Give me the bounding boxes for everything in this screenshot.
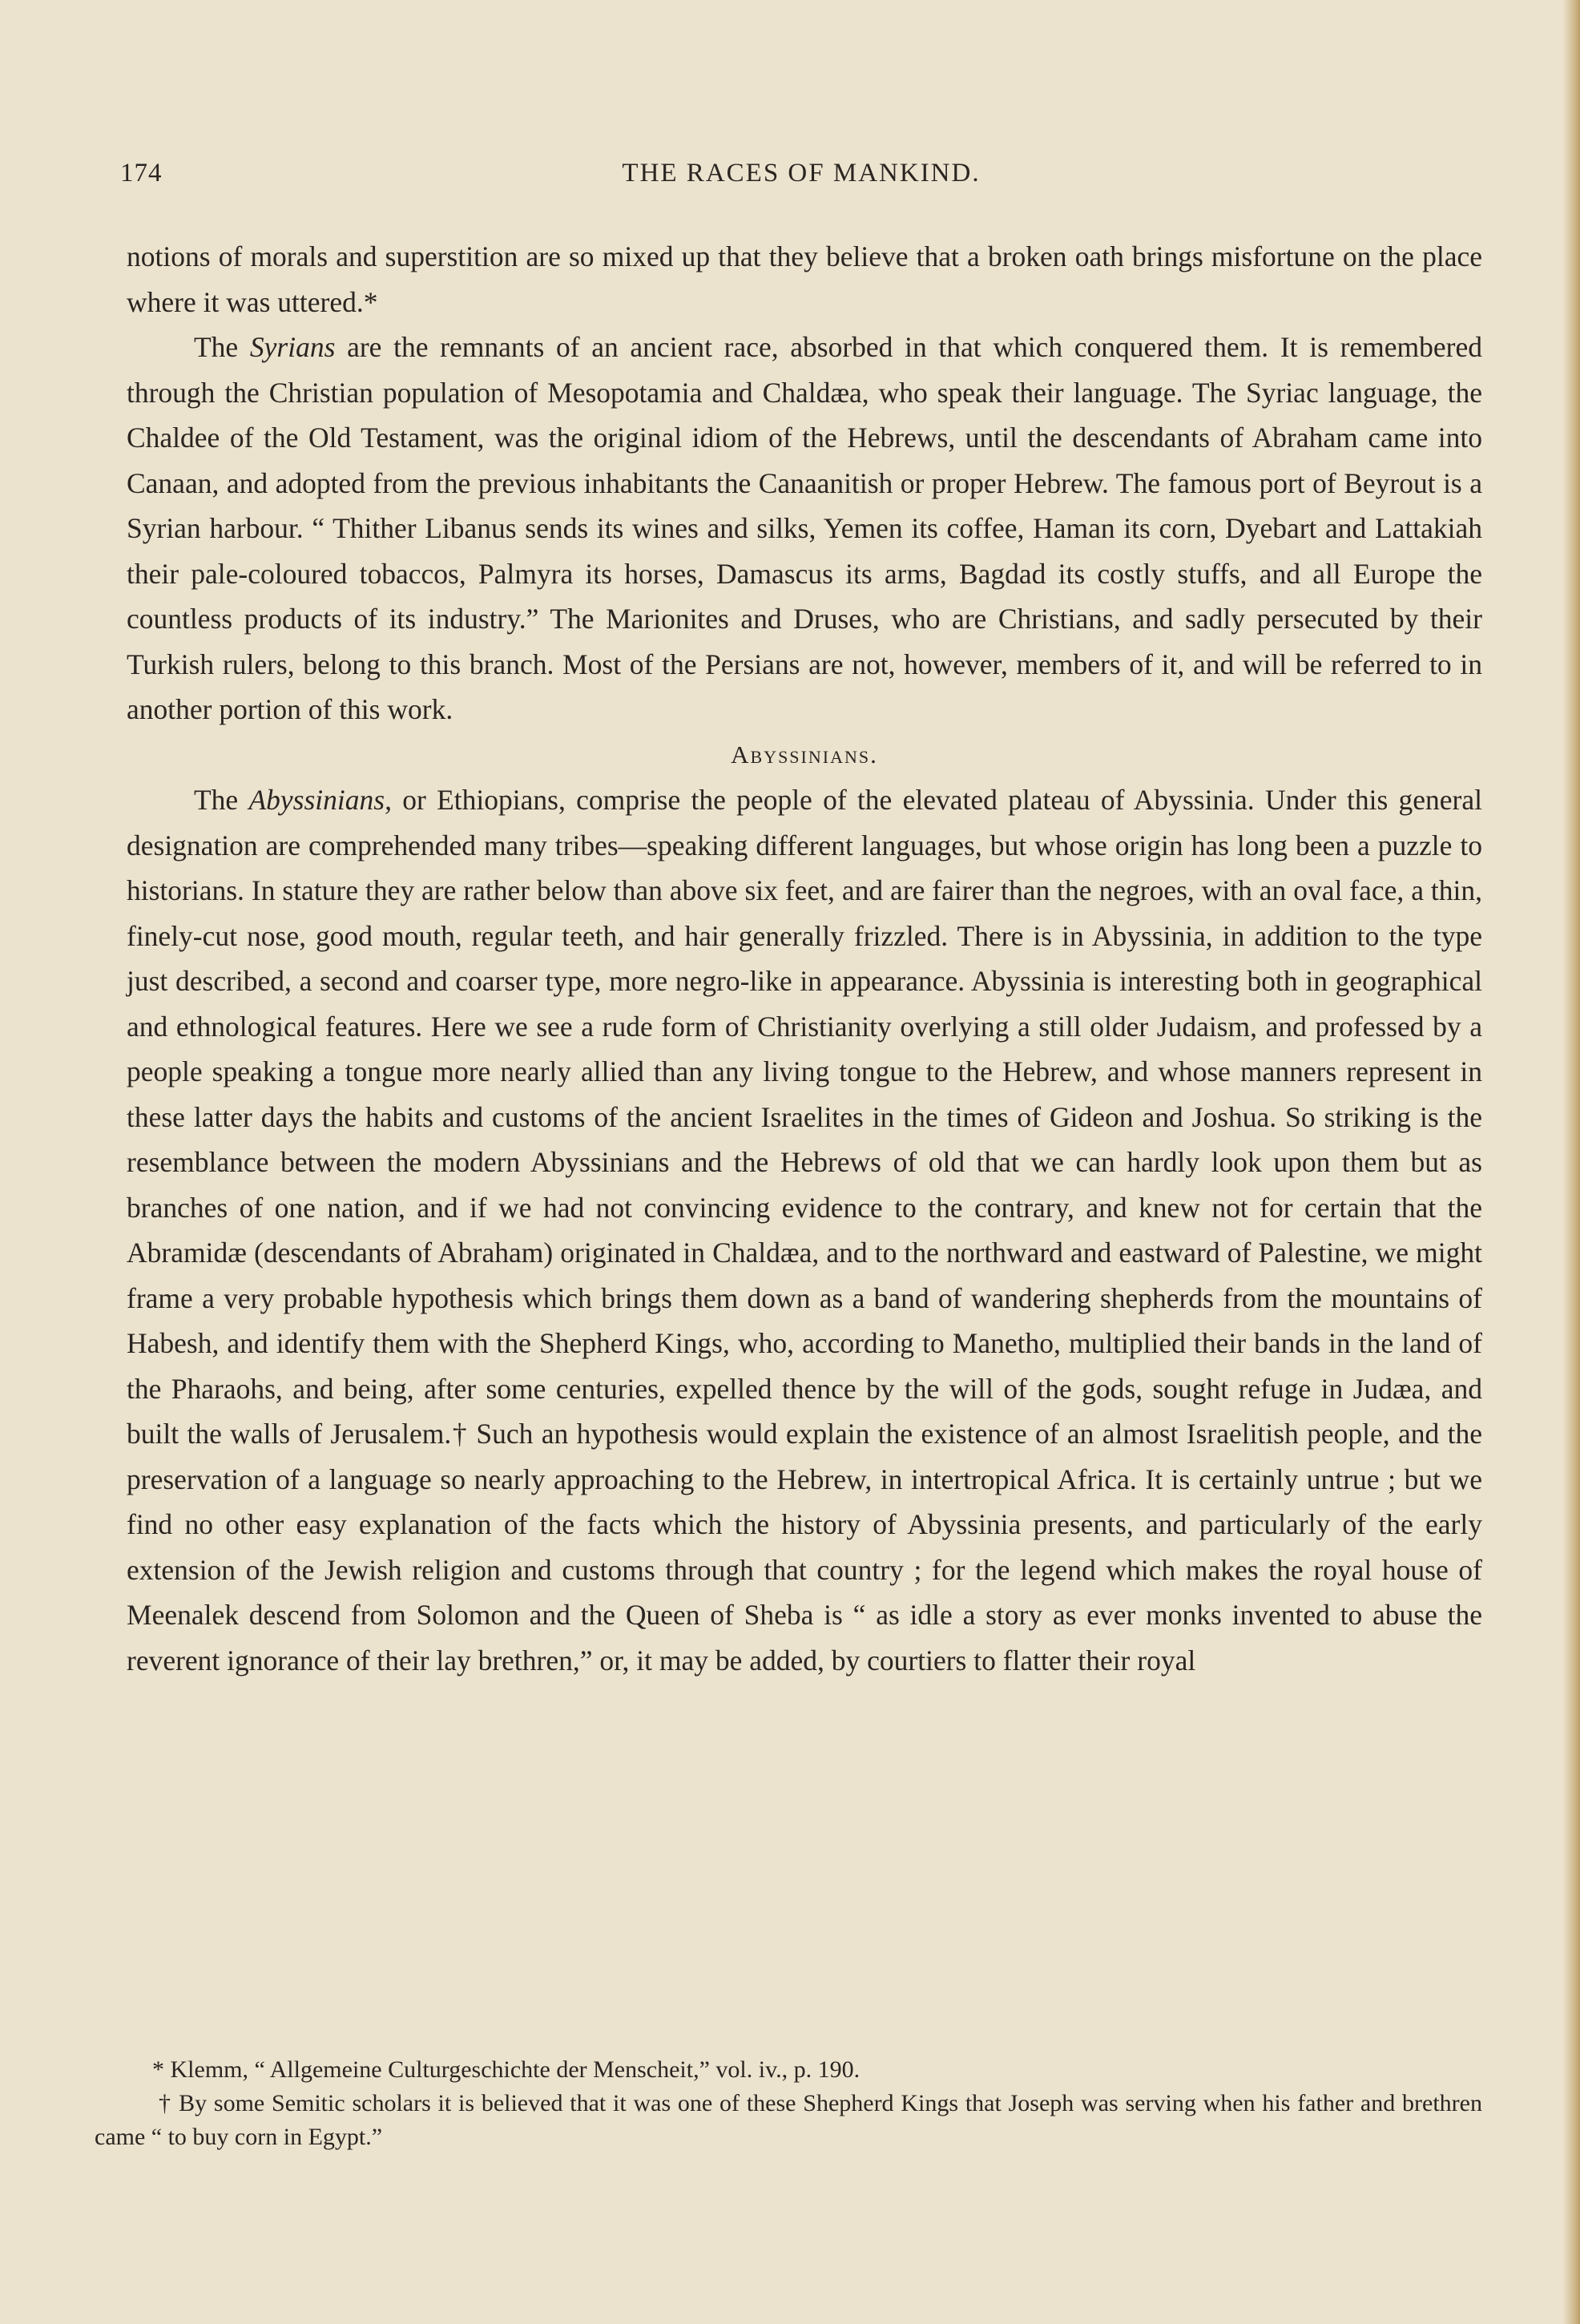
footnote-klemm: * Klemm, “ Allgemeine Culturgeschichte der Menscheit,” vol. iv., p. 190. (152, 2056, 861, 2083)
paragraph-text: notions of morals and superstition are so mixed up that they believe that a broken oath brings misfortune on the place where it was uttered.* (127, 240, 1482, 318)
paragraph-abyssinians (127, 777, 1482, 1683)
paragraph-text: or Ethiopians, comprise the people of the elevated plateau of Abyssinia. Under this general designation are comprehended many tribes—speaking different languages, but whose origin has long been a puzzle to historians. In stature they are rather below than above six feet, and are fairer than the negroes, with an oval face, a thin, finely-cut nose, good mouth, regular teeth, and hair generally frizzled. There is in Abyssinia, in addition to the type just described, a second and coarser type, more negro-like in appearance. Abyssinia is interesting both in geographical and ethnological features. Here we see a rude form of Christianity overlying a still older Judaism, and professed by a people speaking a tongue more nearly allied than any living tongue to the Hebrew, and whose manners represent in these latter days the habits and customs of the ancient Israelites in the times of Gideon and Joshua. So striking is the resemblance between the modern Abyssinians and the Hebrews of old that we can hardly look upon them but as branches of one nation, and if we had not convincing evidence to the contrary, and knew not for certain that the Abramidæ (descendants of Abraham) originated in Chaldæa, and to the northward and eastward of Palestine, we might frame a very probable hypothesis which brings them down as a band of wandering shepherds from the mountains of Habesh, and identify them with the Shepherd Kings, who, according to Manetho, multiplied their bands in the land of the Pharaohs, and being, after some centuries, expelled thence by the will of the gods, sought refuge in Judæa, and built the walls of Jerusalem.† Such an hypothesis would explain the existence of an almost Israelitish people, and the preservation of a language so nearly approaching to the Hebrew, in intertropical Africa. It is certainly untrue ; but we find no other easy explanation of the facts which the history of Abyssinia presents, and particularly of the early extension of the Jewish religion and customs through that country ; for the legend which makes the royal house of Meenalek descend from Solomon and the Queen of Sheba is “ as idle a story as ever monks invented to abuse the reverent ignorance of their lay brethren,” or, it may be added, by courtiers to flatter their royal (127, 784, 1482, 1676)
paragraph-text: are the remnants of an ancient race, absorbed in that which conquered them. It is remembered through the Christian population of Mesopotamia and Chaldæa, who speak their language. The Syriac language, the Chaldee of the Old Testament, was the original idiom of the Hebrews, until the descendants of Abraham came into Canaan, and adopted from the previous inhabitants the Canaanitish or proper Hebrew. The famous port of Beyrout is a Syrian harbour. “ Thither Libanus sends its wines and silks, Yemen its coffee, Haman its corn, Dyebart and Lattakiah their pale-coloured tobaccos, Palmyra its horses, Damascus its arms, Bagdad its costly stuffs, and all Europe the countless products of its industry.” The Marionites and Druses, who are Christians, and sadly persecuted by their Turkish rulers, belong to this branch. Most of the Persians are not, however, members of it, and will be referred to in another portion of this work. (127, 331, 1482, 725)
paragraph-lead: The (194, 784, 249, 816)
paragraph-syrians (127, 325, 1482, 732)
body-text (127, 234, 1482, 1683)
page-edge-shadow (1562, 0, 1580, 2324)
emphasis-syrians: Syrians (249, 331, 336, 363)
section-heading-abyssinians: Abyssinians. (731, 740, 878, 769)
footnote-shepherd-kings: † By some Semitic scholars it is believed that it was one of these Shepherd Kings that Joseph was serving when his father and brethren came “ to buy corn in Egypt.” (95, 2090, 1482, 2150)
paragraph-lead: The (194, 331, 250, 363)
page-number: 174 (120, 159, 163, 188)
page-header (120, 159, 1482, 207)
running-title: THE RACES OF MANKIND. (622, 159, 981, 188)
emphasis-abyssinians: Abyssinians, (248, 784, 392, 816)
footnotes (95, 2053, 1482, 2154)
paragraph-morals (127, 234, 1482, 325)
